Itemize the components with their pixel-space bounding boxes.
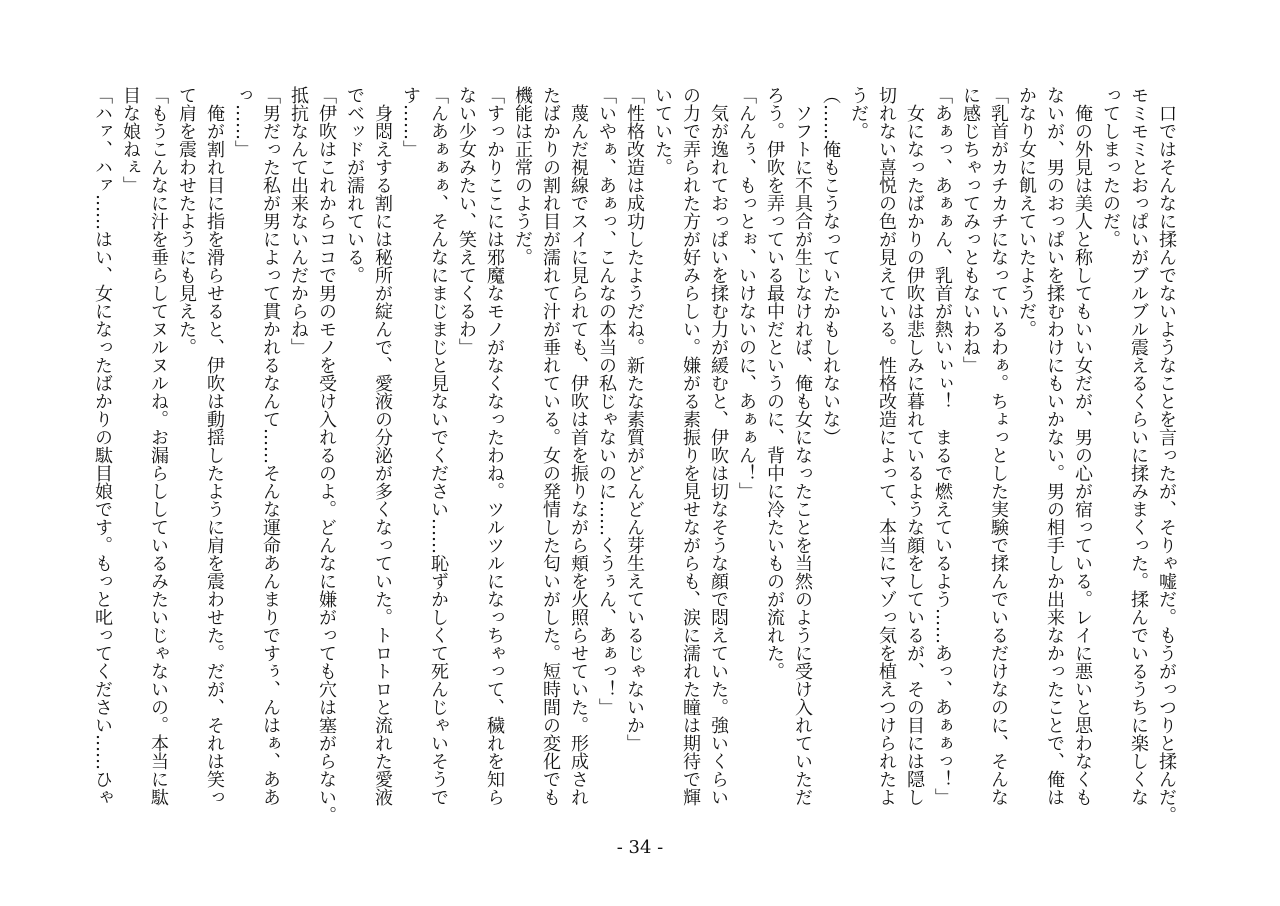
text-line: たばかりの割れ目が濡れて汁が垂れている。女の発情した匂いがした。短時間の変化でも <box>540 86 561 806</box>
text-line: いていた。 <box>652 86 673 176</box>
text-line: 「性格改造は成功したようだね。新たな素質がどんどん芽生えているじゃないか」 <box>624 86 645 752</box>
text-line: うだ。 <box>848 86 869 140</box>
text-line: 「すっかりここには邪魔なモノがなくなったわね。ツルツルになっちゃって、穢れを知ら <box>484 86 505 806</box>
page-number: - 34 - <box>616 837 664 858</box>
text-line: 気が逸れておっぱいを揉む力が緩むと、伊吹は切なそうな顔で悶えていた。強いくらい <box>708 86 729 806</box>
text-line: 「いやぁ、あぁっ、こんなの本当の私じゃないのに……くうぅん、あぁっ！」 <box>596 86 617 716</box>
text-line: 「乳首がカチカチになっているわぁ。ちょっとした実験で揉んでいるだけなのに、そんな <box>988 86 1009 806</box>
text-line: ソフトに不具合が生じなければ、俺も女になったことを当然のように受け入れていただ <box>792 86 813 806</box>
text-line: 「んあぁぁぁ、そんなにまじまじと見ないでください……恥ずかしくて死んじゃいそうで <box>428 86 449 806</box>
text-line: て肩を震わせたようにも見えた。 <box>176 86 197 356</box>
text-line: 「んんぅ、もっとぉ、いけないのに、あぁぁん！」 <box>736 86 757 500</box>
text-line: ない少女みたい、笑えてくるわ」 <box>456 86 477 356</box>
text-line: 俺が割れ目に指を滑らせると、伊吹は動揺したように肩を震わせた。だが、それは笑っ <box>204 86 225 806</box>
text-line: っ……」 <box>232 86 253 158</box>
text-line: 身悶えする割には秘所が綻んで、愛液の分泌が多くなっていた。トロトロと流れた愛液 <box>372 86 393 806</box>
text-line: 「伊吹はこれからココで男のモノを受け入れるのよ。どんなに嫌がっても穴は塞がらない。 <box>316 86 337 824</box>
text-line: でベッドが濡れている。 <box>344 86 365 284</box>
text-line: ないが、男のおっぱいを揉むわけにもいかない。男の相手しか出来なかったことで、俺は <box>1044 86 1065 806</box>
text-line: 抵抗なんて出来ないんだからね」 <box>288 86 309 356</box>
text-line: ってしまったのだ。 <box>1100 86 1121 248</box>
vertical-text-body <box>88 86 1180 826</box>
text-line: 蔑んだ視線でスイに見られても、伊吹は首を振りながら頬を火照らせていた。形成され <box>568 86 589 806</box>
text-line: 「もうこんなに汁を垂らしてヌルヌルね。お漏らししているみたいじゃないの。本当に駄 <box>148 86 169 806</box>
text-line: 口ではそんなに揉んでないようなことを言ったが、そりゃ嘘だ。もうがっつりと揉んだ。 <box>1156 86 1177 824</box>
text-line: 機能は正常のようだ。 <box>512 86 533 266</box>
text-line: に感じちゃってみっともないわね」 <box>960 86 981 374</box>
text-line: す……」 <box>400 86 421 158</box>
text-line: 「ハァ、ハァ……はい、女になったばかりの駄目娘です。もっと叱ってください……ひゃ <box>92 86 113 806</box>
text-line: （……俺もこうなっていたかもしれないな） <box>820 86 841 446</box>
text-line: 女になったばかりの伊吹は悲しみに暮れているような顔をしているが、その目には隠し <box>904 86 925 806</box>
text-line: 俺の外見は美人と称してもいい女だが、男の心が宿っている。レイに悪いと思わなくも <box>1072 86 1093 806</box>
text-line: 目な娘ねぇ」 <box>120 86 141 194</box>
text-line: モミモミとおっぱいがブルブル震えるくらいに揉みまくった。揉んでいるうちに楽しくな <box>1128 86 1149 806</box>
text-line: ろう。伊吹を弄っている最中だというのに、背中に冷たいものが流れた。 <box>764 86 785 680</box>
text-line: かなり女に飢えていたようだ。 <box>1016 86 1037 338</box>
text-line: 切れない喜悦の色が見えている。性格改造によって、本当にマゾっ気を植えつけられたよ <box>876 86 897 806</box>
text-line: 「男だった私が男によって貫かれるなんて……そんな運命あんまりですぅ、んはぁ、ああ <box>260 86 281 806</box>
text-line: の力で弄られた方が好みらしい。嫌がる素振りを見せながらも、涙に濡れた瞳は期待で輝 <box>680 86 701 806</box>
text-line: 「あぁっ、あぁぁん、乳首が熱いぃぃ！ まるで燃えているよう……あっ、あぁぁっ！」 <box>932 86 953 806</box>
